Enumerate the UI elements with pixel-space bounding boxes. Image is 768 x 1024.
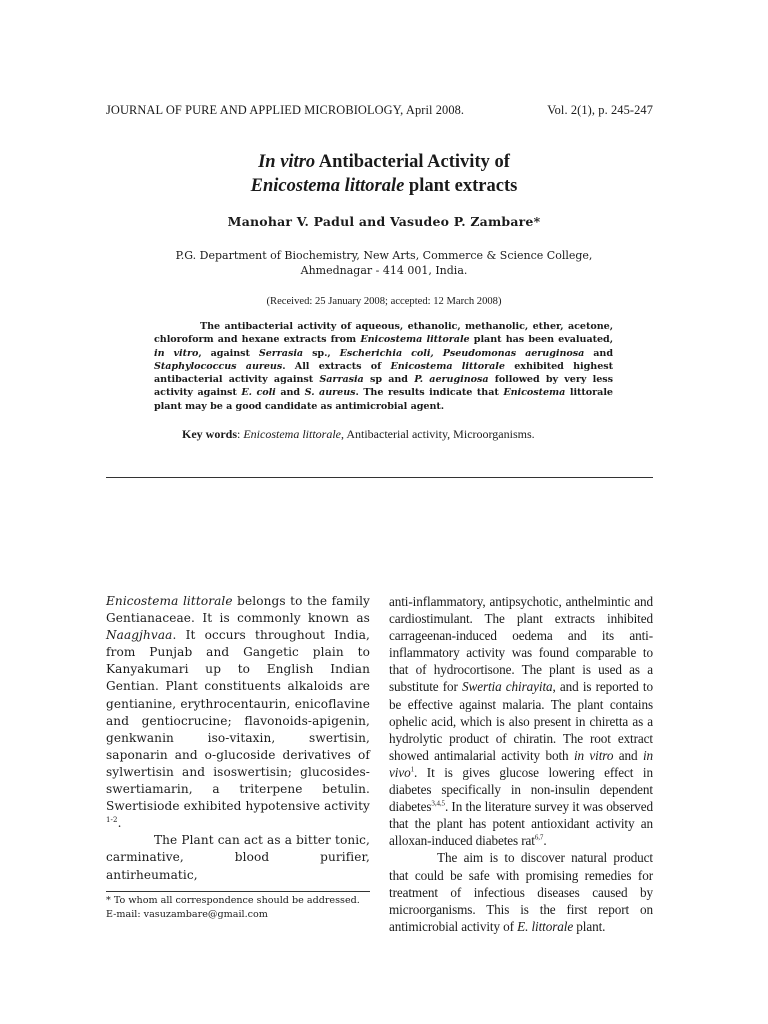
abstract-fragment: followed by very less activity against [154, 374, 613, 399]
keywords-rest: , Antibacterial activity, Microorganisms. [341, 427, 535, 441]
body-fragment: . It occurs throughout India, from Punjab and Gangetic plain to Kanyakumari up to English Indian Gentian. Plant constituents alkaloids are gentianine, erythrocentaurin, enicoflavine and gentiocrucine; flavonoids-apigenin, genkwanin iso-vitaxin, swertisin, saponarin and o-glucoside derivatives of sylwertisin and isoswertisin; glucosides-swertiamarin, a triterpene betulin. Swertisiode exhibited hypotensive activity [106, 628, 370, 814]
keywords-label: Key words [182, 427, 237, 441]
body-fragment: plant. [573, 918, 606, 934]
body-column-left [106, 593, 370, 884]
citation-superscript: 6,7 [534, 833, 544, 842]
title-line-2 [0, 176, 768, 197]
title-line-1 [0, 152, 768, 173]
body-fragment: belongs to the family Gentianaceae. It is commonly known as [106, 594, 370, 626]
abstract-fragment: sp and [363, 374, 415, 386]
paragraph: The Plant can act as a bitter tonic, carminative, blood purifier, antirheumatic, [106, 833, 370, 882]
authors: Manohar V. Padul and Vasudeo P. Zambare* [227, 214, 541, 229]
paragraph [389, 849, 653, 934]
affiliation-line-1: P.G. Department of Biochemistry, New Arts, Commerce & Science College, [175, 249, 593, 262]
abstract-italic: S. aureus [304, 387, 356, 399]
citation-superscript: 3,4,5 [431, 799, 445, 808]
abstract-fragment: . The results indicate that [355, 387, 504, 399]
abstract-fragment: littorale plant may be a good candidate as antimicrobial agent. [154, 387, 613, 412]
abstract-italic: in vitro [154, 347, 199, 359]
body-fragment: and [613, 747, 643, 763]
body-fragment: . It is gives glucose lowering effect in diabetes specifically in non-insulin dependent diabetes [389, 764, 653, 815]
body-italic: Enicostema littorale [106, 594, 233, 608]
footnote-correspondence: * To whom all correspondence should be addressed. [106, 895, 360, 906]
abstract-italic: Serrasia [258, 347, 304, 359]
body-fragment: anti-inflammatory, antipsychotic, anthelmintic and cardiostimulant. The plant extracts inhibited carrageenan-induced oedema and its anti-inflammatory activity was found comparable to that of hydrocortisone. The plant is used as a substitute for [389, 594, 653, 695]
citation-superscript: 1-2 [106, 816, 118, 825]
abstract-italic: Escherichia coli, Pseudomonas aeruginosa [339, 347, 585, 359]
body-italic: Naagjhvaa [106, 628, 173, 643]
keywords [182, 427, 742, 442]
abstract-italic: P. aeruginosa [414, 374, 489, 386]
body-italic: E. littorale [517, 918, 574, 934]
footnote-email: E-mail: vasuzambare@gmail.com [106, 909, 268, 920]
footnote-rule [106, 891, 370, 892]
abstract-italic: E. coli [241, 387, 276, 399]
title-italic-1: In vitro [258, 152, 316, 172]
abstract-fragment: and [275, 387, 305, 399]
footnote [106, 894, 406, 922]
abstract-fragment: The antibacterial activity of aqueous, ethanolic, methanolic, ether, acetone, chloroform and hexane extracts from [154, 321, 613, 346]
body-column-right [389, 593, 653, 935]
body-italic: in vivo [389, 747, 654, 780]
received-dates: (Received: 25 January 2008; accepted: 12 March 2008) [266, 296, 502, 307]
title-italic-2: Enicostema littorale [250, 176, 405, 196]
abstract-text [154, 320, 613, 413]
abstract-fragment: . All extracts of [282, 360, 391, 372]
body-fragment: . [543, 833, 547, 849]
abstract-fragment: sp., [303, 347, 340, 359]
title-rest-2: plant extracts [404, 176, 518, 196]
running-header [106, 103, 653, 118]
abstract-fragment: exhibited highest antibacterial activity against [154, 360, 614, 386]
abstract-italic: Sarrasia [319, 374, 364, 386]
citation-superscript: 1 [410, 765, 414, 774]
abstract [154, 320, 613, 413]
paragraph [106, 593, 370, 832]
abstract-fragment: plant has been evaluated, [469, 334, 613, 346]
section-divider [106, 477, 653, 478]
abstract-fragment: , against [198, 347, 259, 359]
body-fragment: , and is reported to be effective against malaria. The plant contains ophelic acid, which is also present in chiretta as a hydrolytic product of chiratin. The root extract showed antimalarial activity both [389, 679, 653, 763]
body-italic: in vitro [573, 747, 614, 763]
volume-pages: Vol. 2(1), p. 245-247 [547, 103, 653, 117]
body-fragment: The aim is to discover natural product that could be safe with promising remedies for treatment of infectious diseases caused by microorganisms. This is the first report on antimicrobial activity of [389, 850, 653, 934]
body-fragment: . [117, 816, 122, 831]
journal-name: JOURNAL OF PURE AND APPLIED MICROBIOLOGY, April 2008. [106, 103, 465, 117]
abstract-italic: Enicostema littorale [390, 360, 505, 372]
abstract-italic: Enicostema [503, 387, 566, 399]
abstract-italic: Enicostema littorale [360, 334, 470, 346]
body-fragment: . In the literature survey it was observed that the plant has potent antioxidant activity an alloxan-induced diabetes rat [389, 799, 653, 849]
affiliation-line-2: Ahmednagar - 414 001, India. [300, 264, 468, 277]
keywords-separator: : [237, 427, 244, 441]
abstract-italic: Staphylococcus aureus [154, 360, 283, 372]
body-italic: Swertia chirayita [462, 679, 553, 695]
title-rest-1: Antibacterial Activity of [315, 152, 510, 172]
keywords-italic: Enicostema littorale [243, 427, 341, 441]
paragraph [389, 593, 653, 849]
abstract-fragment: and [584, 347, 613, 359]
